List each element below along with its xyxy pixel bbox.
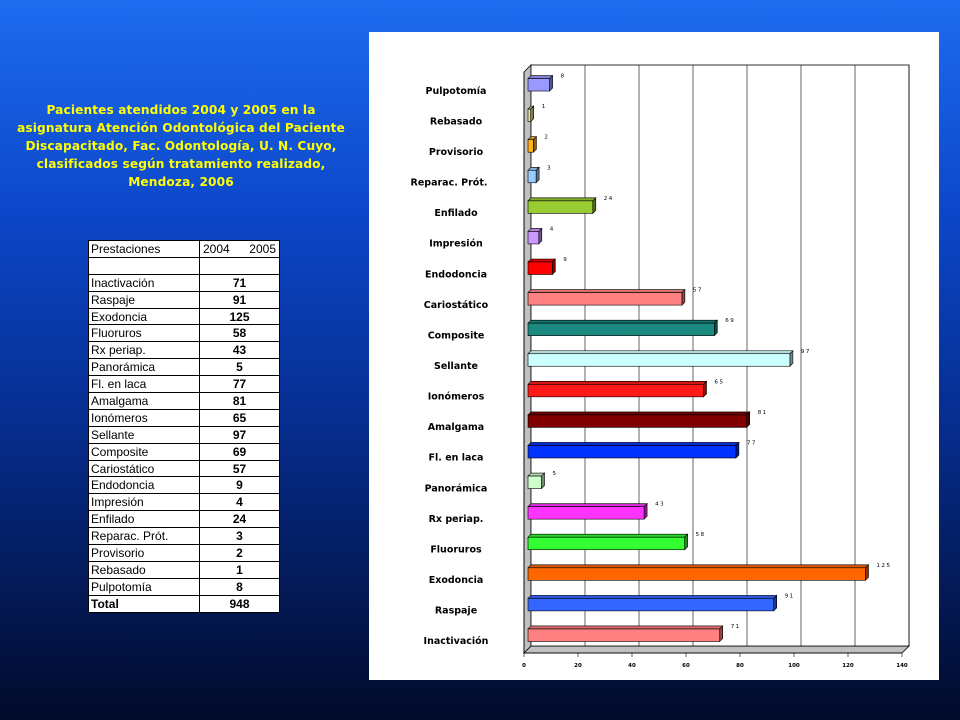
table-row [89,494,280,511]
bar-side [685,534,688,550]
bar-side [550,76,553,92]
bar-group [528,228,542,244]
x-tick-label: 20 [574,663,582,669]
x-tick-label: 80 [736,663,744,669]
row-value: 3 [200,528,280,545]
bar-value-label: 43 [655,501,666,508]
table-row [89,409,280,426]
bar-group [528,198,596,214]
row-value: 77 [200,376,280,393]
table-row [89,291,280,308]
table-row [89,376,280,393]
row-value: 91 [200,291,280,308]
row-name: Cariostático [89,460,200,477]
category-label: Composite [427,330,485,342]
bar-group [528,137,536,153]
bar-value-label: 125 [876,562,892,569]
bar-group [528,167,539,183]
category-label: Fl. en laca [428,452,484,464]
bar-group [528,595,777,611]
table-header-row [89,241,280,258]
bar-top [528,534,688,537]
category-label: Rebasado [429,116,483,128]
x-tick-label: 100 [788,663,800,669]
row-name: Sellante [89,426,200,443]
row-value: 8 [200,578,280,595]
bar-side [736,442,739,458]
category-label: Sellante [434,361,478,372]
bar-top [528,259,555,262]
row-name: Provisorio [89,545,200,562]
bar-chart [369,32,939,680]
header-years [200,241,280,258]
bar-value-label: 9 [563,257,569,264]
total-value: 948 [200,595,280,612]
category-label: Panorámica [424,483,488,495]
row-name: Composite [89,443,200,460]
category-label: Fluoruros [430,544,482,556]
bar [528,568,866,581]
bar [528,293,682,306]
bar-value-label: 91 [784,593,795,600]
table-blank-cell [200,257,280,274]
bar [528,598,774,611]
category-label: Rx periap. [428,513,484,525]
bar-top [528,504,647,507]
category-label: Raspaje [434,605,478,617]
category-label: Enfilado [434,208,478,220]
bar-top [528,320,717,323]
header-year-2004: 2004 [203,241,230,256]
bar-group [528,565,869,581]
row-value: 24 [200,511,280,528]
bar-value-label: 4 [549,226,555,233]
row-name: Inactivación [89,274,200,291]
row-value: 2 [200,545,280,562]
bar [528,445,736,458]
bar-value-label: 5 [552,471,558,478]
table-row [89,359,280,376]
table-row [89,426,280,443]
table-row [89,308,280,325]
row-value: 4 [200,494,280,511]
row-name: Fl. en laca [89,376,200,393]
bar-side [704,381,707,397]
bar-side [542,473,545,489]
table-row [89,528,280,545]
bar [528,384,704,397]
row-name: Exodoncia [89,308,200,325]
category-label: Reparac. Prót. [410,177,488,189]
bar-value-label: 69 [725,318,736,325]
row-value: 5 [200,359,280,376]
header-year-2005: 2005 [249,241,276,256]
bar-value-label: 24 [603,195,614,202]
row-name: Ionómeros [89,409,200,426]
bar-group [528,320,717,336]
table-row [89,274,280,291]
bar [528,79,550,92]
row-name: Enfilado [89,511,200,528]
bar-group [528,76,553,92]
table-row [89,561,280,578]
row-name: Panorámica [89,359,200,376]
bar-top [528,290,685,293]
row-value: 1 [200,561,280,578]
bar-value-label: 77 [746,440,757,447]
bar [528,354,790,367]
x-tick-label: 40 [628,663,636,669]
bar-side [539,228,542,244]
row-name: Endodoncia [89,477,200,494]
category-label: Impresión [429,238,483,250]
bar-side [720,626,723,642]
bar-group [528,473,545,489]
x-tick-label: 120 [842,663,854,669]
table-total-row [89,595,280,612]
bar-value-label: 1 [541,104,547,111]
row-name: Impresión [89,494,200,511]
bar-group [528,442,739,458]
bar-top [528,626,723,629]
bar-group [528,412,750,428]
bar-side [774,595,777,611]
bar [528,231,539,244]
bar [528,140,533,153]
bar-value-label: 57 [692,287,703,294]
bar-side [644,504,647,520]
row-name: Fluoruros [89,325,200,342]
row-value: 81 [200,393,280,410]
bar-side [536,167,539,183]
table-row [89,393,280,410]
bar-side [593,198,596,214]
bar [528,109,531,122]
row-value: 97 [200,426,280,443]
bar [528,476,542,489]
bar-group [528,626,723,642]
bar-value-label: 71 [730,623,741,630]
table-row [89,578,280,595]
category-label: Exodoncia [428,575,484,587]
category-label: Provisorio [428,146,484,158]
bar-side [552,259,555,275]
bar-side [533,137,536,153]
category-label: Pulpotomía [425,85,487,97]
bar-group [528,381,707,397]
table-row [89,443,280,460]
bar-group [528,351,793,367]
chart-floor [524,646,909,653]
bar-group [528,534,688,550]
bar-value-label: 81 [757,409,768,416]
bar-top [528,381,707,384]
row-name: Rx periap. [89,342,200,359]
table-blank-row [89,257,280,274]
category-label: Cariostático [423,299,489,311]
bar-top [528,412,750,415]
bar [528,201,593,214]
category-label: Ionómeros [427,391,485,403]
bar-top [528,198,596,201]
row-value: 43 [200,342,280,359]
bar [528,262,552,275]
row-value: 58 [200,325,280,342]
bar-value-label: 2 [544,134,550,141]
row-name: Amalgama [89,393,200,410]
row-name: Raspaje [89,291,200,308]
bar-value-label: 65 [714,379,725,386]
bar-side [714,320,717,336]
bar-value-label: 8 [560,73,566,80]
bar-side [747,412,750,428]
row-value: 69 [200,443,280,460]
row-name: Rebasado [89,561,200,578]
bar-top [528,76,553,79]
bar-top [528,351,793,354]
bar-group [528,290,685,306]
table-row [89,477,280,494]
row-name: Reparac. Prót. [89,528,200,545]
table-row [89,325,280,342]
row-value: 125 [200,308,280,325]
bar [528,507,644,520]
figure-caption: Pacientes atendidos 2004 y 2005 en la asignatura Atención Odontológica del Paciente Discapacitado, Fac. Odontología, U. N. Cuyo, clasificados según tratamiento realizado, Mendoza, 2006 [17,103,345,189]
table-row [89,342,280,359]
row-name: Pulpotomía [89,578,200,595]
bar-side [866,565,869,581]
total-label: Total [89,595,200,612]
row-value: 9 [200,477,280,494]
bar [528,415,747,428]
x-tick-label: 0 [522,663,526,669]
header-prestaciones: Prestaciones [89,241,200,258]
row-value: 65 [200,409,280,426]
bar [528,323,714,336]
chart-panel [369,32,939,680]
bar-side [682,290,685,306]
category-label: Inactivación [423,636,489,648]
bar-top [528,565,869,568]
table-row [89,460,280,477]
bar-group [528,504,647,520]
bar-side [790,351,793,367]
bar-group [528,259,555,275]
bar [528,629,720,642]
row-value: 71 [200,274,280,291]
table-blank-cell [89,257,200,274]
table-row [89,545,280,562]
bar [528,170,536,183]
bar [528,537,685,550]
bar-side [531,106,534,122]
bar-value-label: 58 [695,532,706,539]
x-tick-label: 140 [896,663,908,669]
table-row [89,511,280,528]
category-label: Endodoncia [425,269,487,281]
category-label: Amalgama [427,422,485,434]
row-value: 57 [200,460,280,477]
bar-group [528,106,534,122]
bar-top [528,442,739,445]
bar-value-label: 3 [547,165,553,172]
bar-value-label: 97 [800,348,811,355]
bar-top [528,595,777,598]
x-tick-label: 60 [682,663,690,669]
data-table [88,240,280,613]
